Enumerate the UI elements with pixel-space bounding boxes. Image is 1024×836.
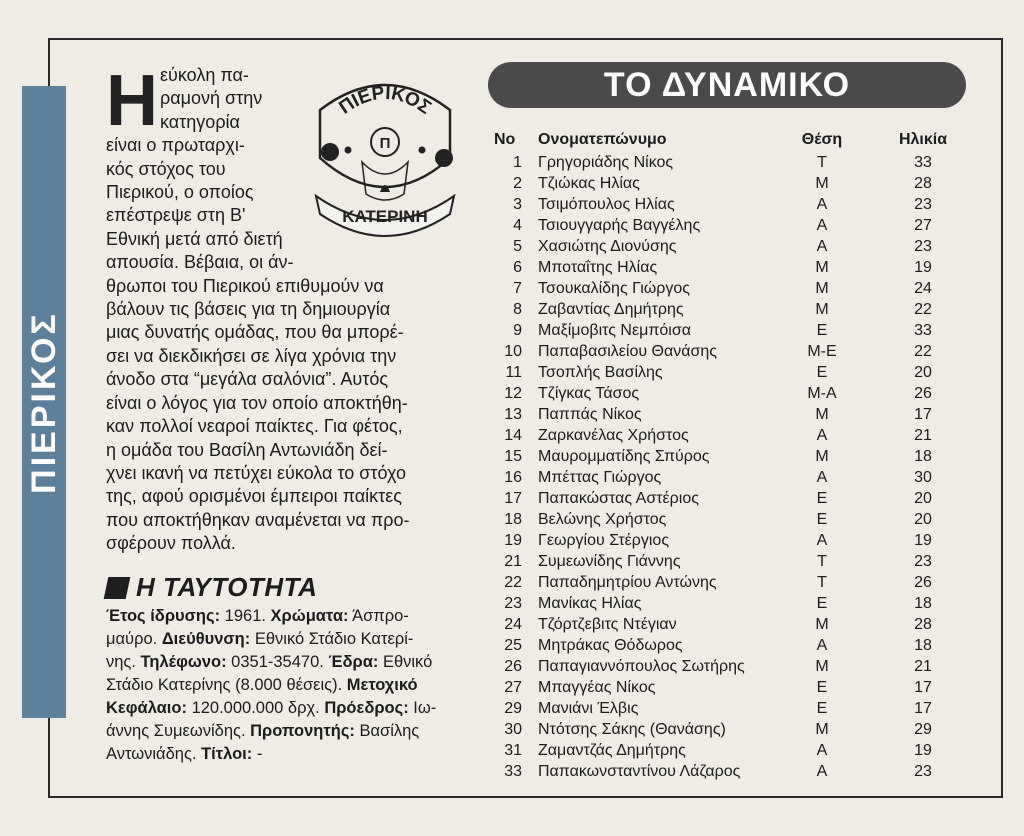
player-number: 25 [504, 637, 522, 654]
player-name: Γρηγοριάδης Νίκος [538, 154, 674, 171]
player-name: Παπαδημητρίου Αντώνης [538, 574, 717, 591]
identity-line [106, 743, 458, 766]
logo-bottom-text: ΚΑΤΕΡΙΝΗ [342, 207, 428, 226]
player-position: Ε [816, 595, 828, 612]
player-age: 19 [914, 742, 932, 759]
player-name: Ζαμαντζάς Δημήτρης [538, 742, 686, 759]
player-name: Βελώνης Χρήστος [538, 511, 667, 528]
player-position: Μ [815, 301, 829, 318]
intro-line: Εθνική μετά από διετή [106, 228, 283, 249]
intro-line: κός στόχος του [106, 158, 226, 179]
identity-field-label: Τίτλοι: [201, 745, 253, 763]
identity-field-value: 1961. [220, 607, 271, 625]
intro-line: είναι ο λόγος για τον οποίο αποκτήθη- [106, 392, 408, 413]
heading-square-icon [104, 577, 131, 599]
player-number: 29 [504, 700, 522, 717]
intro-line: μιας δυνατής ομάδας, που θα μπορέ- [106, 322, 404, 343]
player-age: 17 [914, 679, 932, 696]
player-age: 22 [914, 343, 932, 360]
intro-line: άνοδο στα “μεγάλα σαλόνια”. Αυτός [106, 369, 389, 390]
player-number: 19 [504, 532, 522, 549]
player-age: 20 [914, 490, 932, 507]
player-name: Τσοπλής Βασίλης [538, 364, 663, 381]
player-position: Μ-Α [807, 385, 837, 402]
identity-line [106, 720, 458, 743]
player-age: 33 [914, 322, 932, 339]
player-name: Τζόρτζεβιτς Ντέγιαν [538, 616, 677, 633]
player-name: Τσιουγγαρής Βαγγέλης [538, 217, 701, 234]
player-number: 8 [513, 301, 522, 318]
identity-line [106, 605, 458, 628]
roster-title-banner [488, 62, 966, 108]
identity-field-label: Τηλέφωνο: [140, 653, 227, 671]
header-age: Ηλικία [898, 131, 948, 148]
player-name: Τσουκαλίδης Γιώργος [538, 280, 690, 297]
player-name: Μπέττας Γιώργος [538, 469, 662, 486]
player-number: 7 [513, 280, 522, 297]
identity-field-value: Ιω- [408, 699, 437, 717]
intro-line: η ομάδα του Βασίλη Αντωνιάδη δεί- [106, 439, 388, 460]
intro-line: ραμονή στην [160, 88, 263, 109]
player-age: 28 [914, 175, 932, 192]
identity-field-value: 120.000.000 δρχ. [186, 699, 325, 717]
player-age: 17 [914, 406, 932, 423]
roster-row [488, 236, 968, 257]
club-crest-logo [300, 66, 470, 246]
player-number: 9 [513, 322, 522, 339]
player-age: 23 [914, 238, 932, 255]
player-name: Γεωργίου Στέργιος [538, 532, 670, 549]
side-tab-label: ΠΙΕΡΙΚΟΣ [24, 310, 63, 494]
player-number: 3 [513, 196, 522, 213]
player-name: Παπακωνσταντίνου Λάζαρος [538, 763, 741, 780]
player-number: 2 [513, 175, 522, 192]
player-age: 23 [914, 763, 932, 780]
player-age: 17 [914, 700, 932, 717]
player-number: 26 [504, 658, 522, 675]
player-position: Α [816, 217, 828, 234]
roster-row [488, 488, 968, 509]
player-name: Τζιώκας Ηλίας [538, 175, 640, 192]
player-position: Α [816, 469, 828, 486]
player-position: Μ [815, 259, 829, 276]
player-position: Μ-Ε [807, 343, 837, 360]
header-position: Θέση [801, 131, 843, 148]
player-position: Α [816, 196, 828, 213]
player-position: Μ [815, 658, 829, 675]
intro-line: επέστρεψε στη Β' [106, 205, 246, 226]
intro-line: της, αφού ορισμένοι έμπειροι παίκτες [106, 486, 402, 507]
intro-line: καν πολλοί νεαροί παίκτες. Για φέτος, [106, 416, 403, 437]
player-position: Ε [816, 364, 828, 381]
player-age: 21 [914, 427, 932, 444]
player-age: 33 [914, 154, 932, 171]
player-position: Μ [815, 175, 829, 192]
roster-row [488, 698, 968, 719]
player-position: Μ [815, 448, 829, 465]
player-age: 18 [914, 448, 932, 465]
player-age: 27 [914, 217, 932, 234]
roster-row [488, 299, 968, 320]
roster-row [488, 257, 968, 278]
player-name: Ζαβαντίας Δημήτρης [538, 301, 684, 318]
player-number: 18 [504, 511, 522, 528]
identity-field-label: Διεύθυνση: [161, 630, 251, 648]
intro-line: σφέρουν πολλά. [106, 533, 236, 554]
player-position: Α [816, 637, 828, 654]
player-name: Μανιάνι Έλβις [538, 700, 639, 717]
intro-line: Πιερικού, ο οποίος [106, 182, 254, 203]
identity-field-value: Στάδιο Κατερίνης (8.000 θέσεις). [106, 676, 347, 694]
drop-cap: Η [106, 61, 158, 141]
player-number: 14 [504, 427, 522, 444]
player-age: 29 [914, 721, 932, 738]
player-age: 19 [914, 259, 932, 276]
player-name: Συμεωνίδης Γιάννης [538, 553, 681, 570]
player-name: Μητράκας Θόδωρος [538, 637, 683, 654]
player-number: 12 [504, 385, 522, 402]
player-number: 15 [504, 448, 522, 465]
player-number: 4 [513, 217, 522, 234]
roster-row [488, 194, 968, 215]
player-age: 20 [914, 511, 932, 528]
player-position: Ε [816, 679, 828, 696]
player-position: Τ [817, 154, 827, 171]
player-position: Α [816, 532, 828, 549]
roster-row [488, 173, 968, 194]
player-name: Παπακώστας Αστέριος [538, 490, 699, 507]
roster-row [488, 152, 968, 173]
player-age: 30 [914, 469, 932, 486]
player-number: 16 [504, 469, 522, 486]
identity-field-value: Εθνικό Στάδιο Κατερί- [250, 630, 414, 648]
player-age: 18 [914, 595, 932, 612]
identity-line [106, 628, 458, 651]
identity-heading [106, 572, 317, 603]
roster-row [488, 383, 968, 404]
player-position: Ε [816, 511, 828, 528]
roster-row [488, 341, 968, 362]
player-position: Μ [815, 616, 829, 633]
identity-field-value: Άσπρο- [348, 607, 409, 625]
player-age: 26 [914, 385, 932, 402]
intro-line: εύκολη πα- [160, 65, 249, 85]
roster-row [488, 530, 968, 551]
player-age: 24 [914, 280, 932, 297]
player-number: 23 [504, 595, 522, 612]
player-name: Μπαγγέας Νίκος [538, 679, 656, 696]
player-number: 30 [504, 721, 522, 738]
intro-line: σει να διεκδικήσει σε λίγα χρόνια την [106, 345, 397, 366]
identity-field-value: Βασίλης [354, 722, 420, 740]
player-number: 6 [513, 259, 522, 276]
player-name: Μαυρομματίδης Σπύρος [538, 448, 710, 465]
player-number: 24 [504, 616, 522, 633]
roster-title: ΤΟ ΔΥΝΑΜΙΚΟ [603, 65, 851, 104]
player-number: 13 [504, 406, 522, 423]
roster-row [488, 551, 968, 572]
player-number: 21 [504, 553, 522, 570]
player-position: Α [816, 763, 828, 780]
identity-field-value: - [252, 745, 263, 763]
player-number: 17 [504, 490, 522, 507]
roster-row [488, 593, 968, 614]
intro-line: θρωποι του Πιερικού επιθυμούν να [106, 275, 384, 296]
player-name: Τζίγκας Τάσος [538, 385, 640, 402]
logo-letter: Π [379, 135, 391, 152]
identity-heading-text: Η ΤΑΥΤΟΤΗΤΑ [136, 572, 318, 602]
player-number: 1 [513, 154, 522, 171]
player-age: 22 [914, 301, 932, 318]
player-position: Μ [815, 280, 829, 297]
identity-field-value: Εθνικό [378, 653, 433, 671]
identity-field-label: Έτος ίδρυσης: [106, 607, 221, 625]
intro-line: είναι ο πρωταρχι- [106, 135, 245, 156]
player-age: 20 [914, 364, 932, 381]
intro-line: βάλουν τις βάσεις για τη δημιουργία [106, 299, 391, 320]
player-position: Α [816, 427, 828, 444]
roster-row [488, 719, 968, 740]
identity-line [106, 674, 458, 697]
roster-header-row [488, 128, 968, 152]
identity-line [106, 651, 458, 674]
intro-line: κατηγορία [160, 111, 240, 132]
player-position: Ε [816, 490, 828, 507]
player-position: Μ [815, 406, 829, 423]
header-name: Ονοματεπώνυμο [538, 131, 667, 148]
identity-field-label: Χρώματα: [270, 607, 349, 625]
player-number: 22 [504, 574, 522, 591]
player-number: 10 [504, 343, 522, 360]
roster-row [488, 320, 968, 341]
player-age: 18 [914, 637, 932, 654]
roster-row [488, 467, 968, 488]
player-name: Χασιώτης Διονύσης [538, 238, 677, 255]
player-position: Τ [817, 574, 827, 591]
roster-row [488, 677, 968, 698]
player-number: 33 [504, 763, 522, 780]
roster-row [488, 614, 968, 635]
player-age: 23 [914, 553, 932, 570]
player-name: Παπαβασιλείου Θανάσης [538, 343, 717, 360]
roster-row [488, 572, 968, 593]
player-age: 28 [914, 616, 932, 633]
player-name: Ντότσης Σάκης (Θανάσης) [538, 721, 726, 738]
identity-field-value: μαύρο. [106, 630, 162, 648]
roster-row [488, 740, 968, 761]
identity-field-value: νης. [106, 653, 141, 671]
player-number: 27 [504, 679, 522, 696]
player-name: Μποταΐτης Ηλίας [538, 259, 658, 276]
player-number: 11 [505, 364, 522, 381]
intro-line: χνει ικανή να πετύχει εύκολα το στόχο [106, 462, 406, 483]
identity-field-label: Προπονητής: [250, 722, 355, 740]
roster-row [488, 761, 968, 782]
player-name: Μαξίμοβιτς Νεμπόισα [538, 322, 691, 339]
player-position: Μ [815, 721, 829, 738]
roster-row [488, 404, 968, 425]
roster-row [488, 278, 968, 299]
identity-field-label: Μετοχικό [346, 676, 418, 694]
identity-field-label: Κεφάλαιο: [106, 699, 187, 717]
roster-row [488, 656, 968, 677]
player-number: 5 [513, 238, 522, 255]
identity-line [106, 697, 458, 720]
player-name: Τσιμόπουλος Ηλίας [538, 196, 675, 213]
side-tab [22, 86, 66, 718]
player-position: Τ [817, 553, 827, 570]
intro-line: που αποκτήθηκαν αναμένεται να προ- [106, 509, 410, 530]
player-name: Παπαγιαννόπουλος Σωτήρης [538, 658, 745, 675]
intro-line: απουσία. Βέβαια, οι άν- [106, 252, 294, 273]
identity-field-label: Έδρα: [328, 653, 379, 671]
player-position: Ε [816, 322, 828, 339]
player-age: 23 [914, 196, 932, 213]
identity-field-value: Αντωνιάδης. [106, 745, 202, 763]
player-name: Παππάς Νίκος [538, 406, 642, 423]
player-name: Ζαρκανέλας Χρήστος [538, 427, 689, 444]
player-position: Ε [816, 700, 828, 717]
player-age: 21 [914, 658, 932, 675]
svg-text:ΠΙΕΡΙΚΟΣ [335, 83, 434, 119]
roster-row [488, 446, 968, 467]
identity-field-value: άννης Συμεωνίδης. [106, 722, 251, 740]
roster-row [488, 425, 968, 446]
identity-field-value: 0351-35470. [226, 653, 329, 671]
player-position: Α [816, 742, 828, 759]
header-no: Νο [494, 131, 516, 148]
player-position: Α [816, 238, 828, 255]
identity-field-label: Πρόεδρος: [324, 699, 409, 717]
roster-row [488, 362, 968, 383]
player-name: Μανίκας Ηλίας [538, 595, 642, 612]
identity-text [106, 605, 458, 766]
roster-row [488, 635, 968, 656]
logo-top-text: ΠΙΕΡΙΚΟΣ [335, 82, 435, 119]
roster-table [488, 128, 968, 782]
roster-row [488, 215, 968, 236]
player-age: 26 [914, 574, 932, 591]
roster-row [488, 509, 968, 530]
player-number: 31 [504, 742, 522, 759]
player-age: 19 [914, 532, 932, 549]
